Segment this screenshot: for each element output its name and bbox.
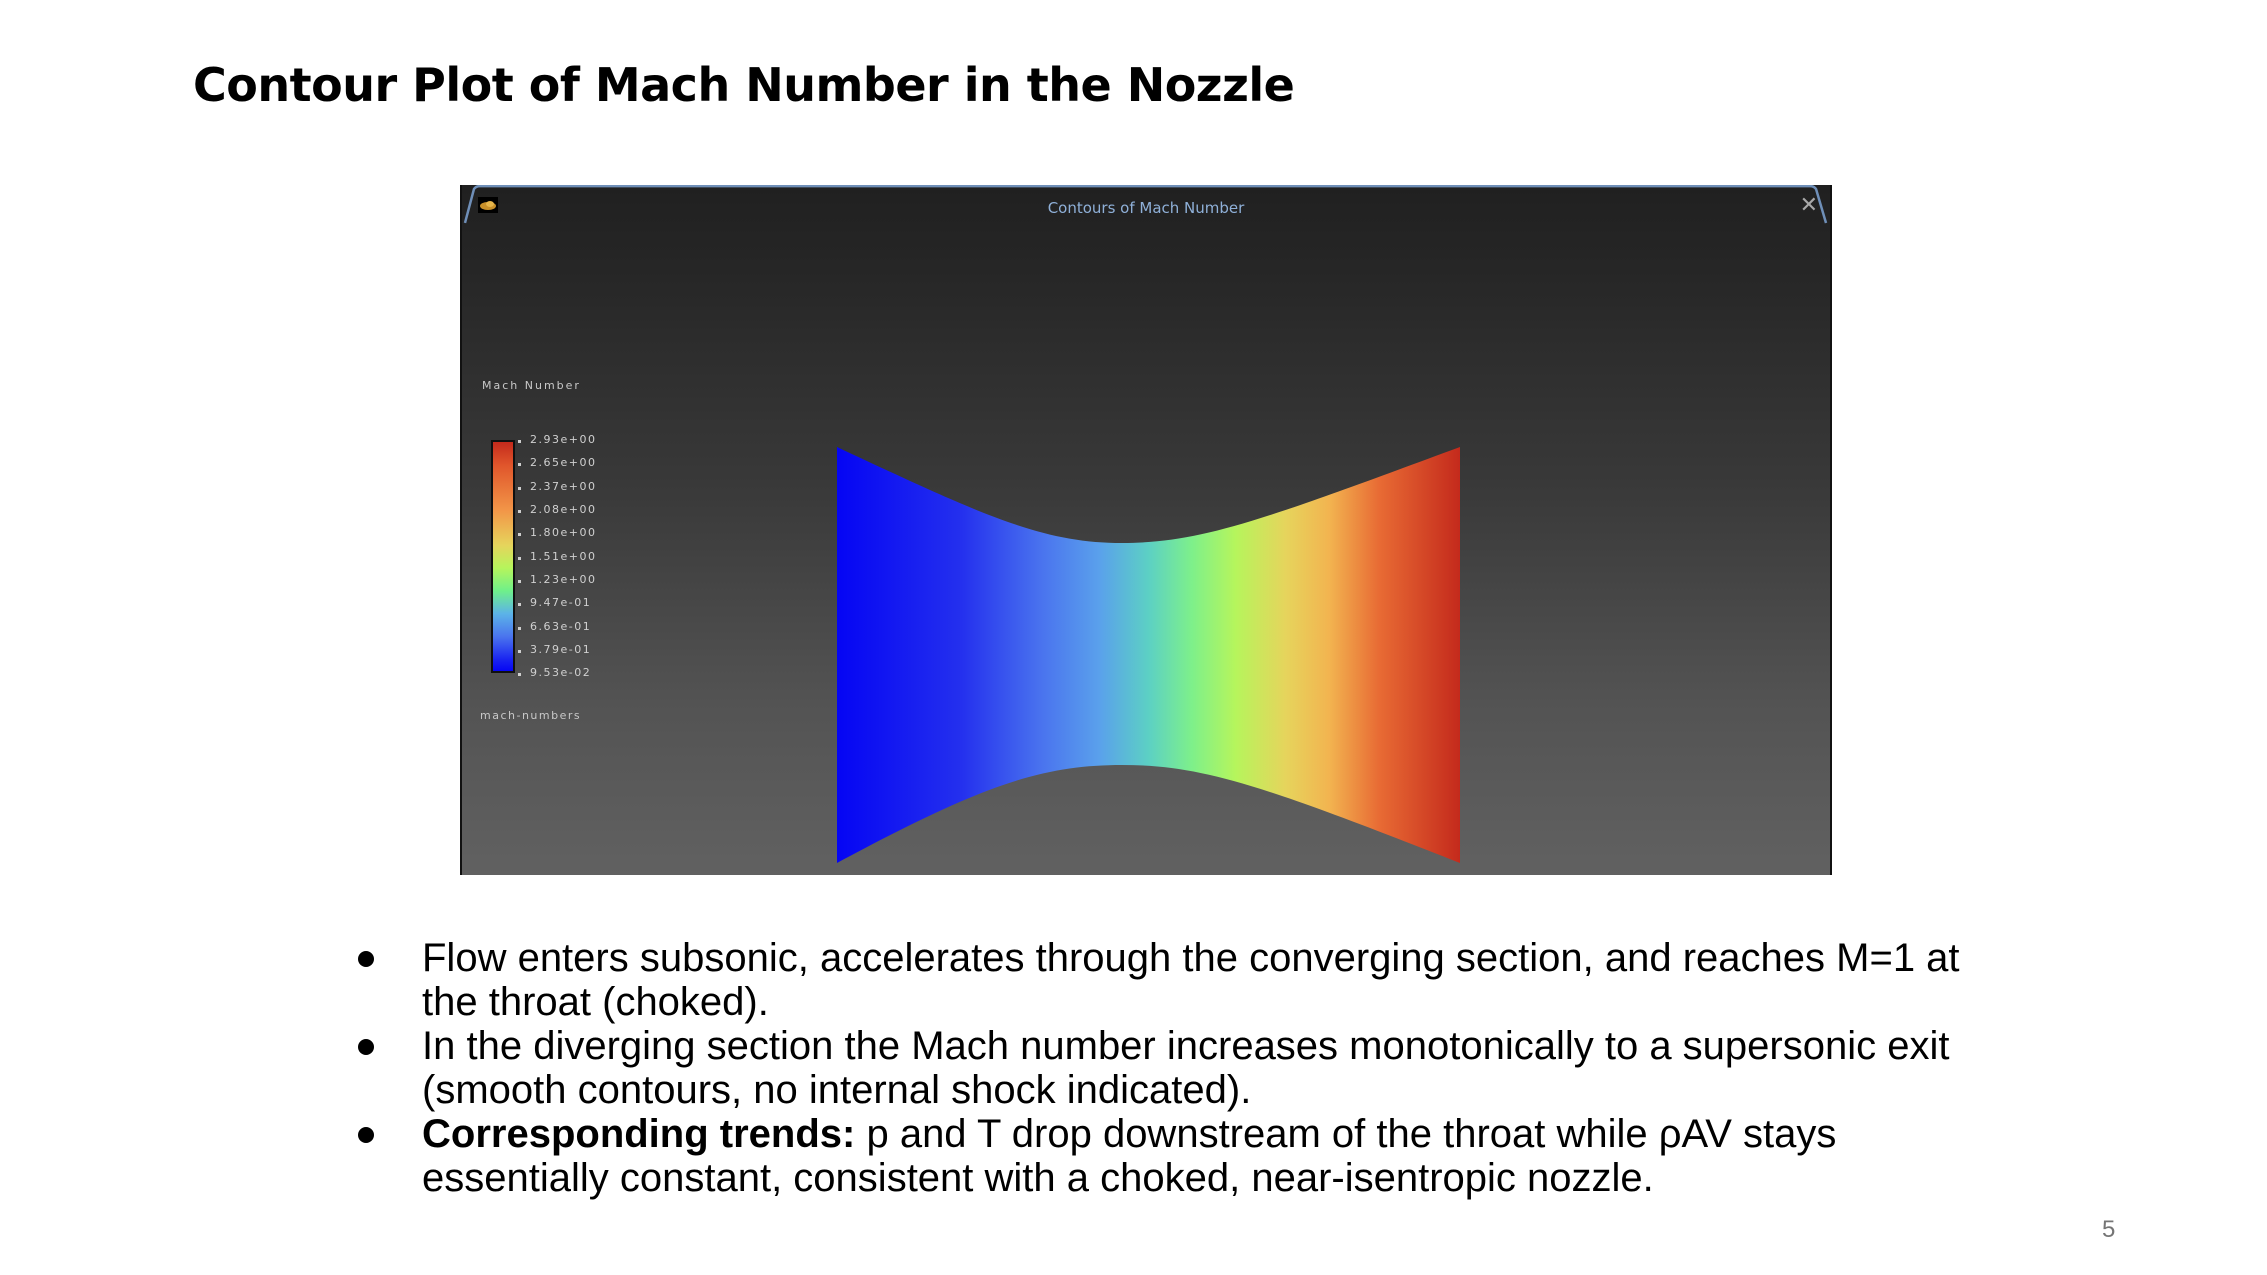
tick-label: 9.53e-02 — [530, 666, 592, 679]
tick-label: 2.93e+00 — [530, 433, 597, 446]
bullet-text: Flow enters subsonic, accelerates through the converging section, and reaches M=1 at the throat (choked). — [422, 936, 1960, 1024]
bullet-dot-icon — [358, 1127, 374, 1143]
bullet-item — [354, 936, 2004, 1024]
bullet-item — [354, 1024, 2004, 1112]
tick-label: 2.37e+00 — [530, 480, 597, 493]
nozzle-contour — [462, 185, 1832, 875]
bullet-text: p and T drop downstream of the throat while ρAV stays essentially constant, consistent with a choked, near-isentropic nozzle. — [422, 1112, 1837, 1200]
legend-title: Mach Number — [482, 379, 581, 392]
tick-label: 1.80e+00 — [530, 526, 597, 539]
viewer-window-title: Contours of Mach Number — [1047, 199, 1245, 217]
bullet-text: In the diverging section the Mach number increases monotonically to a supersonic exit (smooth contours, no internal shock indicated). — [422, 1024, 1950, 1112]
contour-viewer-window — [460, 185, 1832, 875]
tick-label: 2.65e+00 — [530, 456, 597, 469]
bullet-item — [354, 1112, 2004, 1200]
tick-label: 1.23e+00 — [530, 573, 597, 586]
bullet-list — [354, 936, 2004, 1200]
page-number: 5 — [2102, 1216, 2116, 1243]
tick-label: 1.51e+00 — [530, 550, 597, 563]
tick-label: 2.08e+00 — [530, 503, 597, 516]
tick-label: 3.79e-01 — [530, 643, 592, 656]
bullet-bold-lead: Corresponding trends: — [422, 1112, 856, 1156]
legend-surface-name: mach-numbers — [480, 709, 582, 722]
bullet-dot-icon — [358, 951, 374, 967]
bullet-dot-icon — [358, 1039, 374, 1055]
tick-label: 6.63e-01 — [530, 620, 592, 633]
close-icon[interactable]: ✕ — [1799, 193, 1818, 218]
tick-label: 9.47e-01 — [530, 596, 592, 609]
slide-title: Contour Plot of Mach Number in the Nozzle — [193, 58, 1295, 112]
